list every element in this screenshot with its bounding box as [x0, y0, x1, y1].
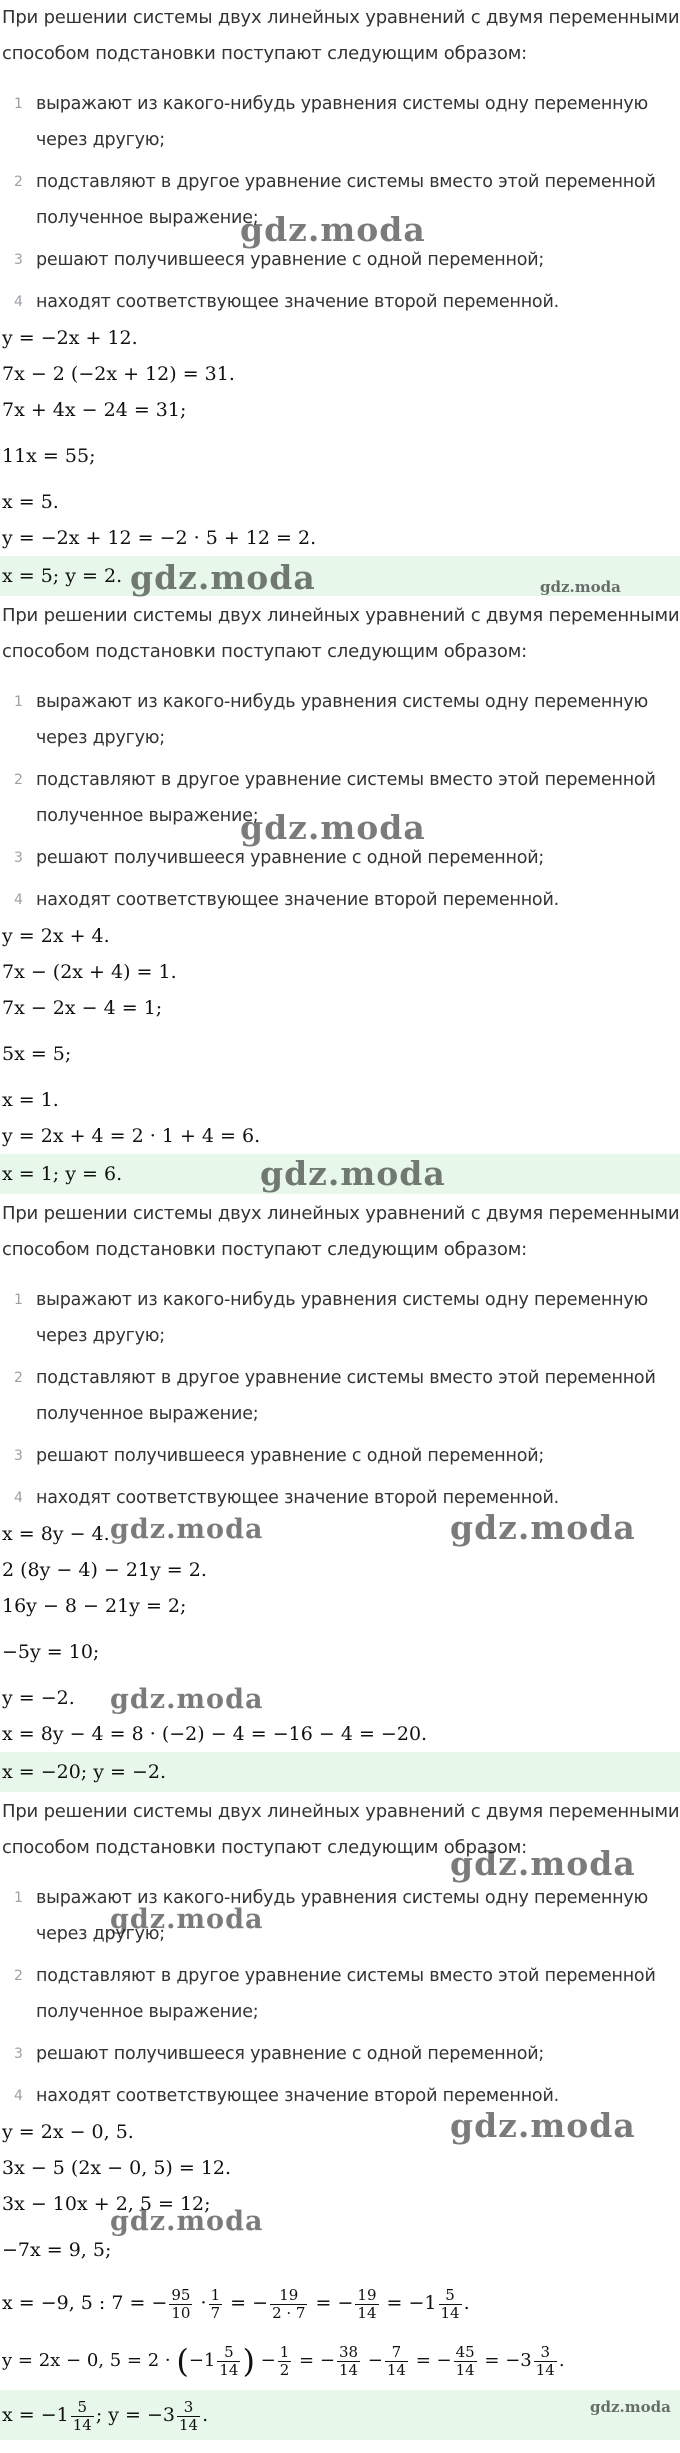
math-line: 5x = 5;: [2, 1043, 72, 1065]
step-number: 2: [14, 174, 23, 190]
step-text: выражают из какого-нибудь уравнения системы одну переменную через другую;: [36, 1888, 649, 1944]
fraction: $\frac{1}{2}$: [279, 2342, 290, 2379]
math-line: y = 2x + 4.: [2, 925, 110, 947]
math-line: 7x − (2x + 4) = 1.: [2, 961, 177, 983]
step-text: находят соответствующее значение второй переменной.: [36, 890, 559, 910]
intro-text: При решении системы двух линейных уравнений с двумя переменными способом подстановки поступают следующим образом:: [2, 605, 680, 662]
step-text: подставляют в другое уравнение системы вместо этой переменной полученное выражение;: [36, 172, 656, 228]
step-item: [0, 1360, 680, 1432]
math-line: x = 8y − 4 = 8 · (−2) − 4 = −16 − 4 = −20.: [2, 1723, 428, 1745]
math-line: −7x = 9, 5;: [2, 2239, 112, 2261]
fraction: $\frac{5}{14}$: [72, 2397, 92, 2434]
steps-list: [0, 1282, 680, 1516]
fraction: $\frac{1}{7}$: [210, 2285, 221, 2322]
math-line-x: x = −9, 5 : 7 = − $\frac{95}{10}$ · $\frac{1}{7}$ = − $\frac{19}{2 \cdot 7}$ = − $\frac{19}{14}$ = −1 $\frac{5}{14}$ .: [2, 2285, 470, 2322]
fraction: $\frac{95}{10}$: [171, 2285, 191, 2322]
step-text: находят соответствующее значение второй переменной.: [36, 292, 559, 312]
fraction: $\frac{7}{14}$: [386, 2342, 406, 2379]
solution-block-4: [0, 1794, 680, 2440]
step-number: 1: [14, 1292, 23, 1308]
step-item: [0, 2036, 680, 2072]
math-line: y = −2x + 12 = −2 · 5 + 12 = 2.: [2, 527, 317, 549]
step-text: подставляют в другое уравнение системы вместо этой переменной полученное выражение;: [36, 1368, 656, 1424]
fraction: $\frac{38}{14}$: [338, 2342, 359, 2379]
step-text: находят соответствующее значение второй переменной.: [36, 1488, 559, 1508]
steps-list: [0, 1880, 680, 2114]
math-solution: [0, 918, 680, 1194]
step-number: 3: [14, 850, 23, 866]
watermark: gdz.moda: [450, 1844, 636, 1883]
step-number: 2: [14, 1370, 23, 1386]
watermark: gdz.moda: [110, 1684, 264, 1715]
watermark: gdz.moda: [260, 1154, 446, 1193]
step-item: [0, 1958, 680, 2030]
math-line: 7x − 2 (−2x + 12) = 31.: [2, 363, 235, 385]
step-number: 3: [14, 1448, 23, 1464]
solution-block-2: [0, 598, 680, 1194]
fraction: $\frac{3}{14}$: [179, 2397, 199, 2434]
step-number: 1: [14, 694, 23, 710]
solution-block-3: [0, 1196, 680, 1792]
math-line: x = 1.: [2, 1089, 59, 1111]
math-line: 7x + 4x − 24 = 31;: [2, 399, 187, 421]
fraction: $\frac{5}{14}$: [219, 2342, 239, 2379]
math-line: x = 5.: [2, 491, 59, 513]
step-item: [0, 284, 680, 320]
step-item: [0, 684, 680, 756]
math-solution: [0, 1516, 680, 1792]
step-number: 1: [14, 96, 23, 112]
intro-text: При решении системы двух линейных уравнений с двумя переменными способом подстановки поступают следующим образом:: [2, 7, 680, 64]
fraction: $\frac{45}{14}$: [455, 2342, 475, 2379]
step-text: выражают из какого-нибудь уравнения системы одну переменную через другую;: [36, 94, 649, 150]
watermark: gdz.moda: [450, 1508, 636, 1547]
step-text: выражают из какого-нибудь уравнения системы одну переменную через другую;: [36, 1290, 649, 1346]
steps-list: [0, 684, 680, 918]
step-item: [0, 1438, 680, 1474]
answer-line: x = 5; y = 2.: [0, 556, 680, 596]
step-number: 4: [14, 892, 23, 908]
step-text: выражают из какого-нибудь уравнения системы одну переменную через другую;: [36, 692, 649, 748]
math-line: y = 2x − 0, 5.: [2, 2121, 134, 2143]
step-number: 4: [14, 2088, 23, 2104]
watermark: gdz.moda: [110, 1514, 264, 1545]
answer-line: x = −20; y = −2.: [0, 1752, 680, 1792]
answer-line: x = 1; y = 6.: [0, 1154, 680, 1194]
step-number: 2: [14, 1968, 23, 1984]
intro-text: При решении системы двух линейных уравнений с двумя переменными способом подстановки поступают следующим образом:: [2, 1203, 680, 1260]
math-line: x = 8y − 4.: [2, 1523, 110, 1545]
solution-block-1: [0, 0, 680, 596]
step-item: [0, 882, 680, 918]
step-number: 1: [14, 1890, 23, 1906]
fraction: $\frac{3}{14}$: [535, 2342, 555, 2379]
math-line: y = −2.: [2, 1687, 75, 1709]
step-item: [0, 86, 680, 158]
watermark: gdz.moda: [590, 2398, 671, 2416]
math-line-y: y = 2x − 0, 5 = 2 · (−1 $\frac{5}{14}$ ) − $\frac{1}{2}$ = − $\frac{38}{14}$ − $\frac{7}{14}$ = − $\frac{45}{14}$ = −3 $\frac{3}{14}$ .: [2, 2342, 565, 2380]
step-text: решают получившееся уравнение с одной переменной;: [36, 848, 545, 868]
watermark: gdz.moda: [130, 558, 316, 597]
fraction: $\frac{19}{14}$: [357, 2285, 377, 2322]
answer-line: x = −1 $\frac{5}{14}$ ; y = −3 $\frac{3}{14}$ .: [0, 2390, 680, 2440]
math-line: 7x − 2x − 4 = 1;: [2, 997, 163, 1019]
math-line: −5y = 10;: [2, 1641, 100, 1663]
step-number: 4: [14, 294, 23, 310]
watermark: gdz.moda: [110, 2206, 264, 2237]
step-item: [0, 1880, 680, 1952]
watermark: gdz.moda: [240, 210, 426, 249]
step-text: подставляют в другое уравнение системы вместо этой переменной полученное выражение;: [36, 1966, 656, 2022]
step-text: находят соответствующее значение второй переменной.: [36, 2086, 559, 2106]
step-text: решают получившееся уравнение с одной переменной;: [36, 2044, 545, 2064]
step-number: 2: [14, 772, 23, 788]
fraction: $\frac{19}{2 \cdot 7}$: [272, 2285, 306, 2322]
intro-text: При решении системы двух линейных уравнений с двумя переменными способом подстановки поступают следующим образом:: [2, 1801, 680, 1858]
step-text: решают получившееся уравнение с одной переменной;: [36, 250, 545, 270]
step-number: 3: [14, 2046, 23, 2062]
step-text: решают получившееся уравнение с одной переменной;: [36, 1446, 545, 1466]
step-text: подставляют в другое уравнение системы вместо этой переменной полученное выражение;: [36, 770, 656, 826]
fraction: $\frac{5}{14}$: [440, 2285, 460, 2322]
math-line: 3x − 10x + 2, 5 = 12;: [2, 2193, 211, 2215]
watermark: gdz.moda: [450, 2106, 636, 2145]
step-item: [0, 1282, 680, 1354]
math-line: 3x − 5 (2x − 0, 5) = 12.: [2, 2157, 232, 2179]
math-line: y = −2x + 12.: [2, 327, 138, 349]
watermark: gdz.moda: [240, 808, 426, 847]
watermark: gdz.moda: [540, 578, 621, 596]
math-line: 2 (8y − 4) − 21y = 2.: [2, 1559, 207, 1581]
math-line: y = 2x + 4 = 2 · 1 + 4 = 6.: [2, 1125, 261, 1147]
math-solution: [0, 2114, 680, 2440]
math-solution: [0, 320, 680, 596]
steps-list: [0, 86, 680, 320]
step-number: 4: [14, 1490, 23, 1506]
math-line: 11x = 55;: [2, 445, 96, 467]
watermark: gdz.moda: [110, 1904, 264, 1935]
math-line: 16y − 8 − 21y = 2;: [2, 1595, 187, 1617]
step-number: 3: [14, 252, 23, 268]
